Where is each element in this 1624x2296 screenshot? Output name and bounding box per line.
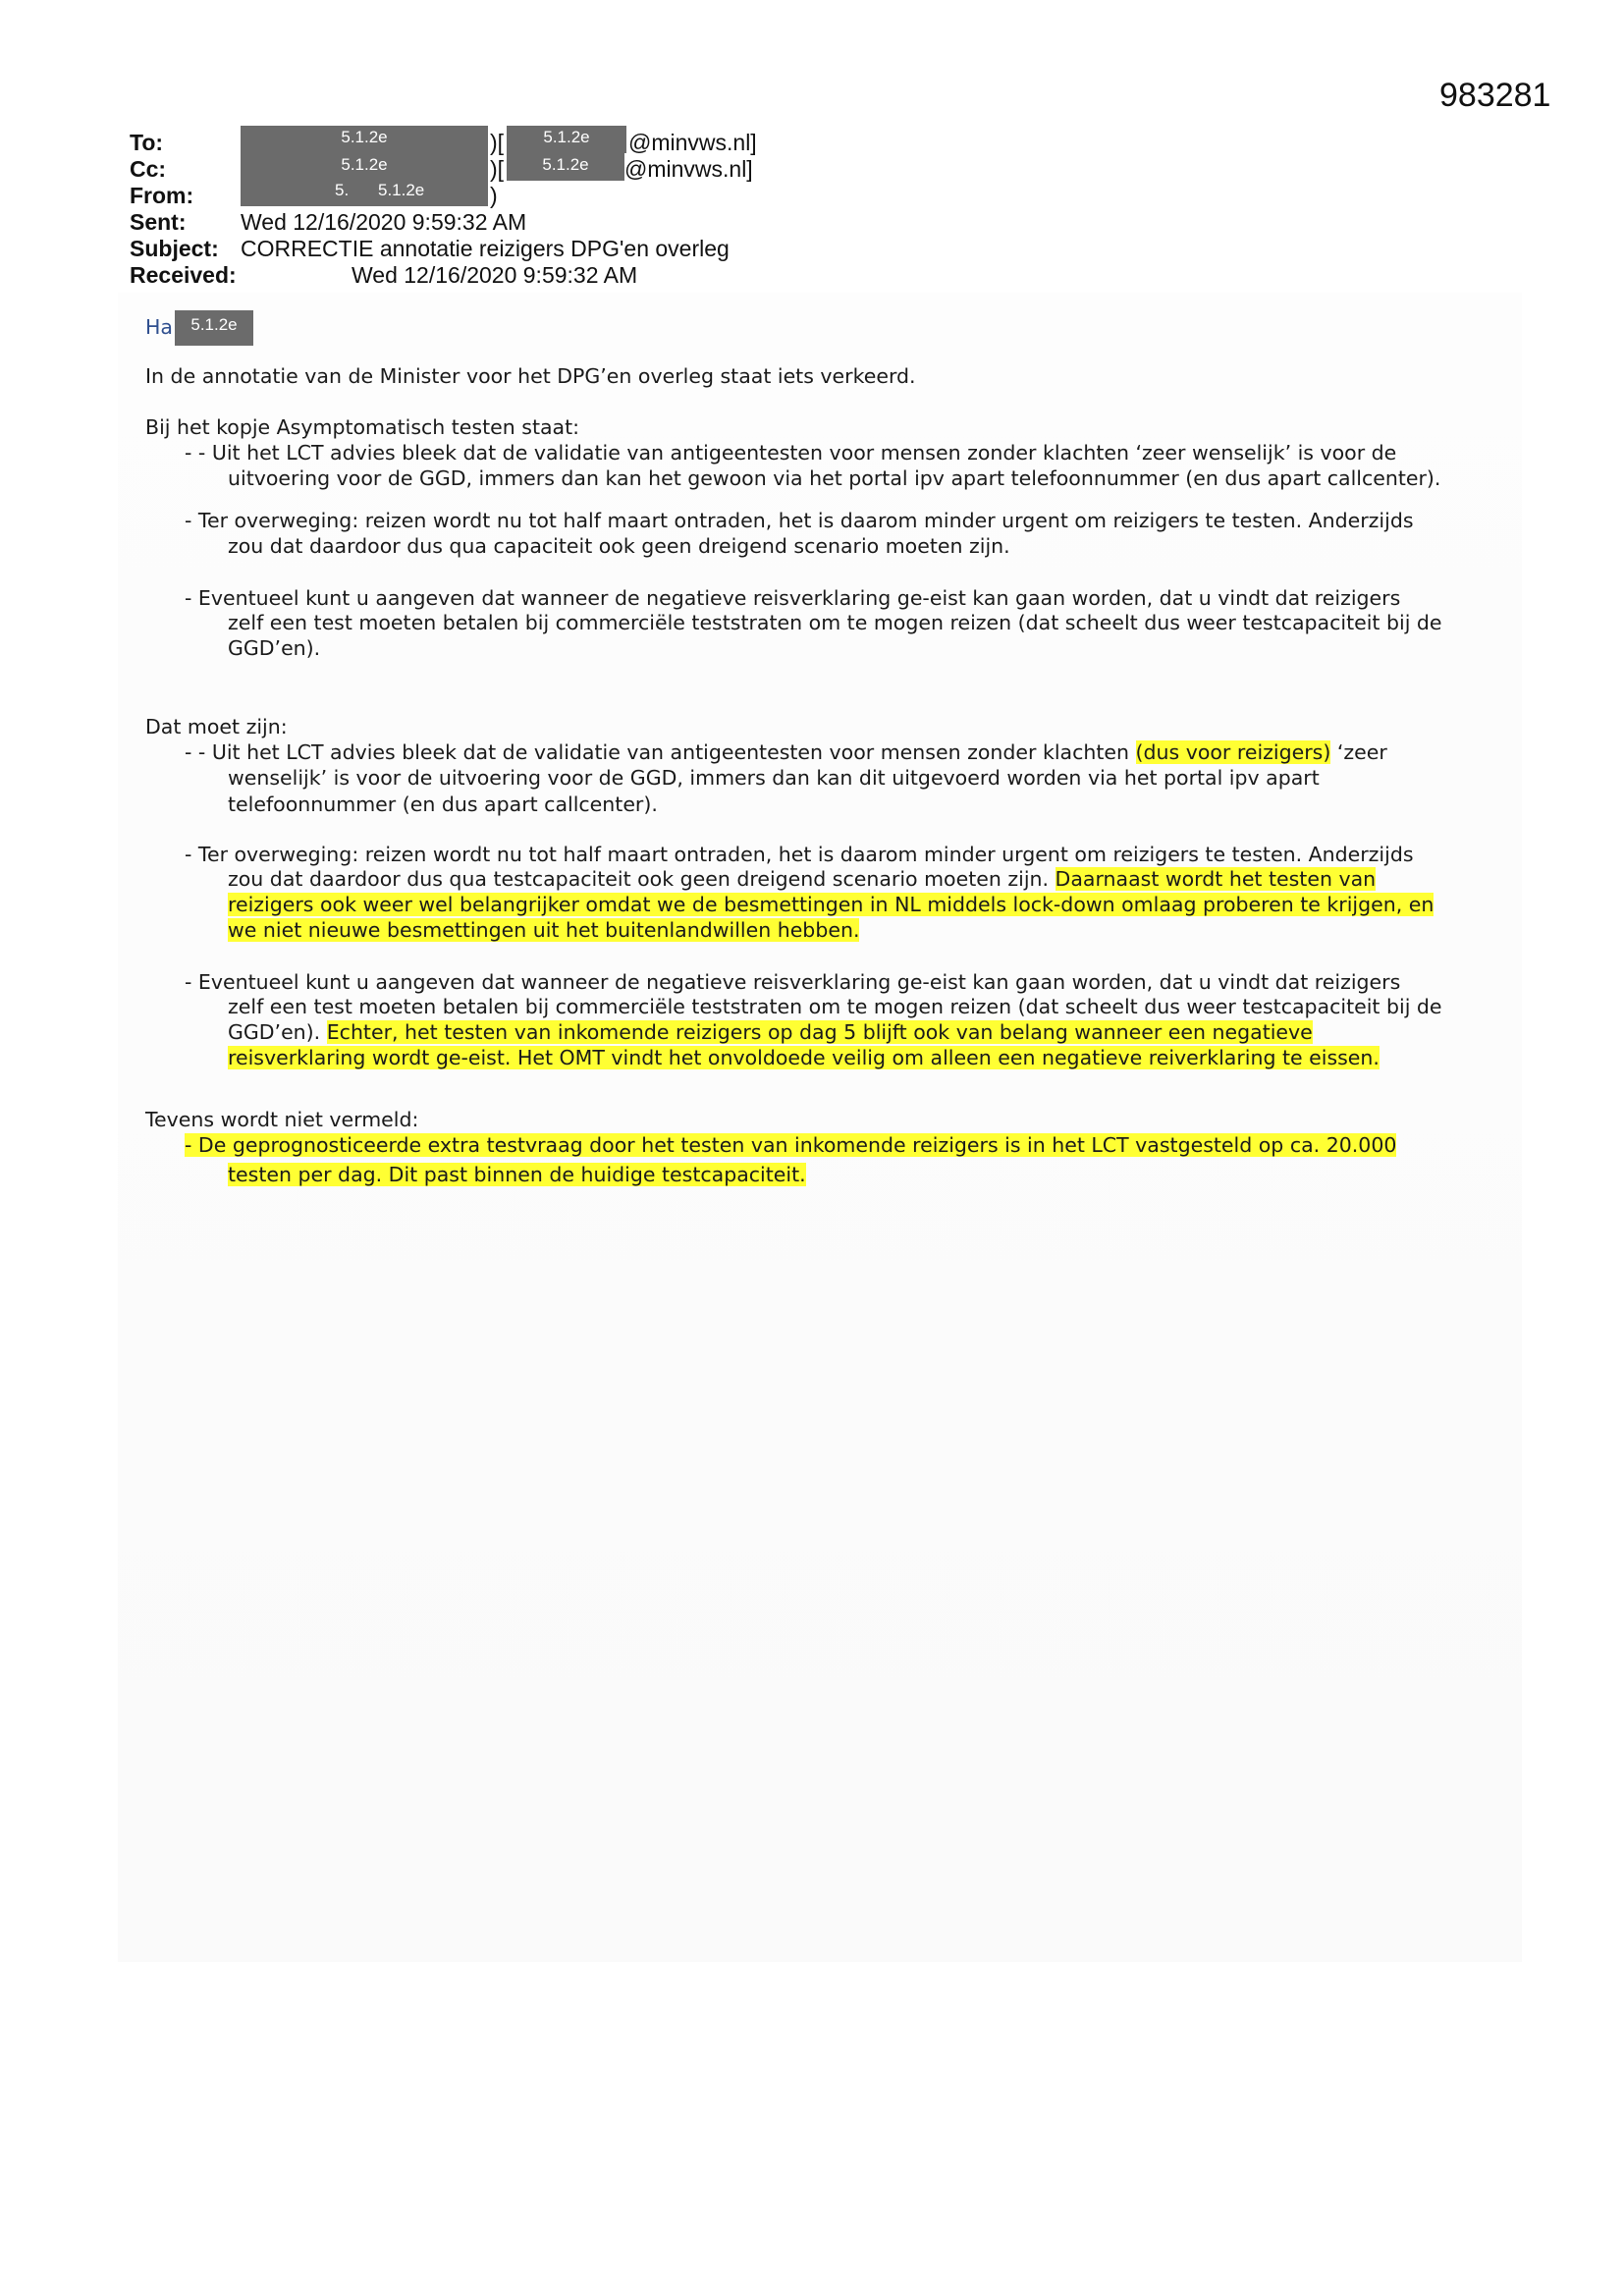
- bullet-line: wenselijk’ is voor de uitvoering voor de GGD, immers dan kan dit uitgevoerd worden via het portal ipv apart: [228, 766, 1320, 790]
- bullet-line: zou dat daardoor dus qua capaciteit ook geen dreigend scenario moeten zijn.: [228, 534, 1010, 558]
- bullet-line: [228, 1163, 806, 1188]
- sent-value: Wed 12/16/2020 9:59:32 AM: [241, 209, 527, 235]
- bullet-line: - - Uit het LCT advies bleek dat de validatie van antigeentesten voor mensen zonder klachten ‘zeer wenselijk’ is voor de: [185, 441, 1397, 465]
- intro-paragraph: In de annotatie van de Minister voor het DPG’en overleg staat iets verkeerd.: [145, 364, 916, 388]
- cc-label: Cc:: [130, 156, 167, 182]
- redaction-box: 5.1.2e: [241, 126, 488, 153]
- highlighted-text: Echter, het testen van inkomende reizigers op dag 5 blijft ook van belang wanneer een negatieve: [326, 1020, 1313, 1044]
- received-label: Received:: [130, 262, 237, 288]
- redaction-box: [241, 179, 488, 206]
- bullet-line: - Ter overweging: reizen wordt nu tot half maart ontraden, het is daarom minder urgent om reizigers te testen. Anderzijds: [185, 843, 1414, 866]
- bullet-line: [228, 918, 859, 944]
- bullet-line: [228, 893, 1434, 918]
- subject-label: Subject:: [130, 236, 219, 261]
- bullet-line: GGD’en).: [228, 636, 321, 660]
- section-title: Tevens wordt niet vermeld:: [145, 1108, 419, 1131]
- bullet-line: uitvoering voor de GGD, immers dan kan het gewoon via het portal ipv apart telefoonnummer (en dus apart callcenter).: [228, 466, 1441, 490]
- highlighted-text: (dus voor reizigers): [1135, 740, 1331, 764]
- highlighted-text: - De geprognosticeerde extra testvraag door het testen van inkomende reizigers is in het LCT vastgesteld op ca. 20.000: [185, 1133, 1397, 1157]
- to-label: To:: [130, 130, 164, 155]
- greeting: Ha: [145, 315, 173, 339]
- from-close: ): [490, 183, 498, 208]
- bullet-line: zelf een test moeten betalen bij commerciële teststraten om te mogen reizen (dat scheelt dus weer testcapaciteit bij de: [228, 611, 1442, 634]
- bullet-line: [228, 1020, 1313, 1046]
- bullet-line: telefoonnummer (en dus apart callcenter).: [228, 793, 658, 816]
- cc-domain: @minvws.nl]: [624, 156, 753, 182]
- text-run: GGD’en).: [228, 1020, 327, 1044]
- bullet-line: [185, 740, 1387, 766]
- to-separator: )[: [490, 130, 505, 155]
- bullet-line: zelf een test moeten betalen bij commerciële teststraten om te mogen reizen (dat scheelt dus weer testcapaciteit bij de: [228, 995, 1442, 1018]
- section-title: Dat moet zijn:: [145, 715, 288, 738]
- bullet-line: [228, 1046, 1380, 1071]
- text-run: zou dat daardoor dus qua testcapaciteit ook geen dreigend scenario moeten zijn.: [228, 867, 1056, 891]
- bullet-line: [228, 867, 1376, 893]
- section-title: Bij het kopje Asymptomatisch testen staat:: [145, 415, 580, 439]
- redaction-box: 5.1.2e: [175, 310, 253, 346]
- bullet-line: [185, 1133, 1396, 1159]
- redaction-box: 5.1.2e: [241, 153, 488, 181]
- bullet-line: - Eventueel kunt u aangeven dat wanneer de negatieve reisverklaring ge-eist kan gaan worden, dat u vindt dat reizigers: [185, 586, 1401, 610]
- bullet-line: - Ter overweging: reizen wordt nu tot half maart ontraden, het is daarom minder urgent om reizigers te testen. Anderzijds: [185, 509, 1414, 532]
- highlighted-text: Daarnaast wordt het testen van: [1055, 867, 1377, 891]
- redaction-text: 5.1.2e: [378, 181, 425, 199]
- subject-value: CORRECTIE annotatie reizigers DPG'en overleg: [241, 236, 730, 261]
- text-run: ‘zeer: [1330, 740, 1387, 764]
- highlighted-text: we niet nieuwe besmettingen uit het buitenlandwillen hebben.: [228, 918, 860, 942]
- received-value: Wed 12/16/2020 9:59:32 AM: [352, 262, 638, 288]
- from-label: From:: [130, 183, 194, 208]
- document-number: 983281: [1439, 77, 1551, 114]
- highlighted-text: testen per dag. Dit past binnen de huidige testcapaciteit.: [228, 1163, 806, 1186]
- redaction-box: 5.1.2e: [507, 126, 626, 153]
- cc-separator: )[: [490, 156, 505, 182]
- highlighted-text: reisverklaring wordt ge-eist. Het OMT vindt het onvoldoede veilig om alleen een negatieve reiverklaring te eissen.: [228, 1046, 1380, 1069]
- sent-label: Sent:: [130, 209, 187, 235]
- text-run: - - Uit het LCT advies bleek dat de validatie van antigeentesten voor mensen zonder klachten: [185, 740, 1136, 764]
- redaction-text: 5.: [335, 181, 350, 199]
- bullet-line: - Eventueel kunt u aangeven dat wanneer de negatieve reisverklaring ge-eist kan gaan worden, dat u vindt dat reizigers: [185, 970, 1401, 994]
- redaction-box: 5.1.2e: [507, 153, 624, 181]
- highlighted-text: reizigers ook weer wel belangrijker omdat we de besmettingen in NL middels lock-down omlaag proberen te krijgen, en: [228, 893, 1435, 916]
- to-domain: @minvws.nl]: [628, 130, 757, 155]
